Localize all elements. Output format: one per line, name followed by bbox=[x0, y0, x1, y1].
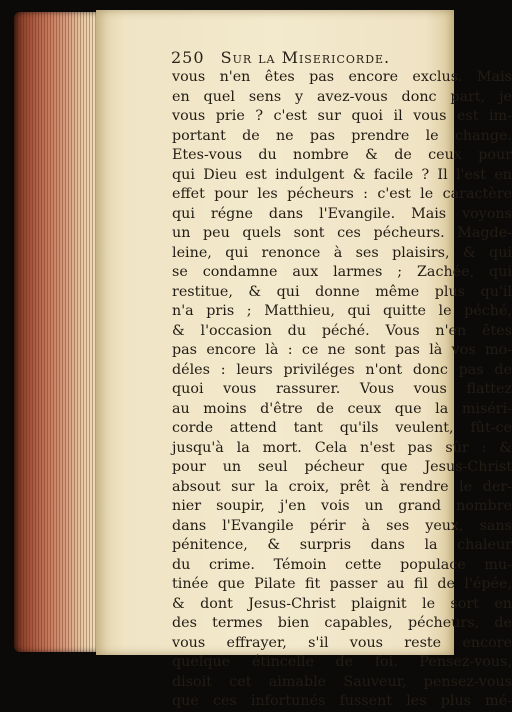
book-page bbox=[96, 10, 512, 709]
text-line: portant de ne pas prendre le change. bbox=[172, 127, 512, 144]
text-line: n'a pris ; Matthieu, qui quitte le péché, bbox=[172, 303, 512, 319]
running-title: Sur la Misericorde. bbox=[220, 48, 391, 67]
text-line: au moins d'être de ceux que la miséri- bbox=[172, 400, 512, 417]
text-line: des termes bien capables, pécheurs, de bbox=[172, 615, 512, 631]
text-line: quelque étincelle de foi. Pensez-vous, bbox=[172, 654, 512, 670]
text-line: en quel sens y avez-vous donc part, je bbox=[172, 88, 512, 105]
text-line: vous effrayer, s'il vous reste encore bbox=[172, 634, 512, 651]
text-line: vous n'en êtes pas encore exclus. Mais bbox=[172, 69, 512, 85]
text-line: Etes-vous du nombre & de ceux pour bbox=[172, 147, 512, 163]
text-line: tinée que Pilate fit passer au fil de l'épée, bbox=[172, 576, 512, 592]
text-line: absout sur la croix, prêt à rendre le der- bbox=[172, 478, 512, 495]
text-line: leine, qui renonce à ses plaisirs, & qui bbox=[172, 244, 512, 261]
text-line: qui Dieu est indulgent & facile ? Il l'est en bbox=[172, 166, 512, 183]
text-line: jusqu'à la mort. Cela n'est pas sûr : & bbox=[172, 439, 512, 456]
text-line: qui régne dans l'Evangile. Mais voyons bbox=[172, 205, 512, 222]
text-line: se condamne aux larmes ; Zachée, qui bbox=[172, 264, 512, 280]
text-line: pas encore là : ce ne sont pas là vos mo- bbox=[172, 342, 512, 358]
text-line: dans l'Evangile périr à ses yeux, sans bbox=[172, 517, 512, 534]
text-line: vous prie ? c'est sur quoi il vous est im- bbox=[172, 108, 512, 124]
page-number: 250 bbox=[171, 48, 205, 67]
text-line: nier soupir, j'en vois un grand nombre bbox=[172, 498, 512, 514]
text-line: un peu quels sont ces pécheurs. Magde- bbox=[172, 225, 512, 241]
page-header bbox=[171, 48, 390, 67]
text-line: effet pour les pécheurs : c'est le caractère bbox=[172, 186, 512, 202]
text-line: & l'occasion du péché. Vous n'en êtes bbox=[172, 322, 512, 339]
text-line: déles : leurs priviléges n'ont donc pas de bbox=[172, 361, 512, 378]
text-line: restitue, & qui donne même plus qu'il bbox=[172, 283, 512, 300]
text-line: pour un seul pécheur que Jesus-Christ bbox=[172, 459, 512, 475]
text-line: quoi vous rassurer. Vous vous flattez bbox=[172, 381, 512, 397]
text-line: disoit cet aimable Sauveur, pensez-vous bbox=[172, 673, 512, 690]
text-line: du crime. Témoin cette populace mu- bbox=[172, 556, 512, 573]
text-line: corde attend tant qu'ils veulent, fût-ce bbox=[172, 420, 512, 436]
text-line: que ces infortunés fussent les plus mé- bbox=[172, 693, 512, 709]
text-line: & dont Jesus-Christ plaignit le sort en bbox=[172, 595, 512, 612]
body-text bbox=[172, 68, 512, 712]
text-line: pénitence, & surpris dans la chaleur bbox=[172, 537, 512, 553]
page-fore-edge bbox=[14, 12, 102, 652]
